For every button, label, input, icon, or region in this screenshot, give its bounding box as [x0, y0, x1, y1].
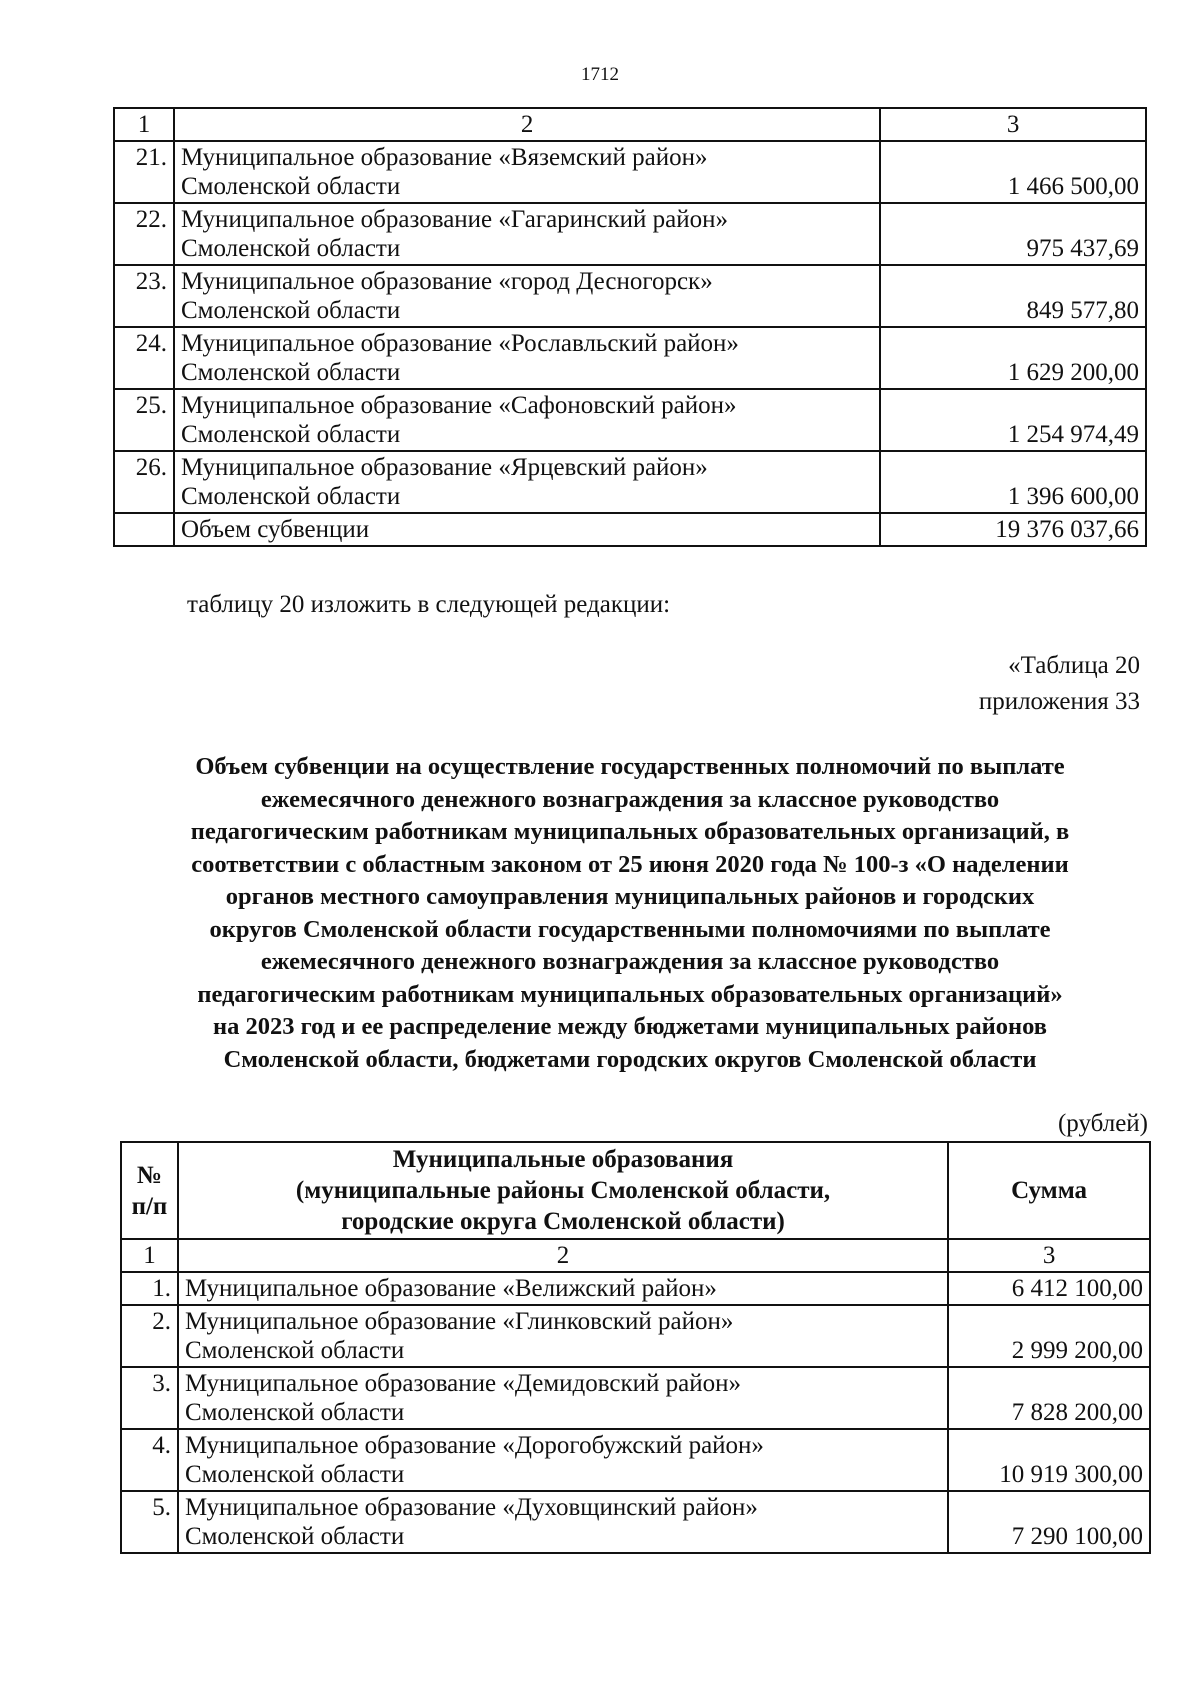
heading-line: соответствии с областным законом от 25 июня 2020 года № 100-з «О наделении	[191, 850, 1069, 878]
row-number: 26.	[114, 451, 174, 513]
column-header-sum: Сумма	[948, 1142, 1150, 1239]
municipality-line: Смоленской области	[180, 421, 401, 448]
municipality-line: Смоленской области	[184, 1461, 405, 1488]
row-number: 3.	[121, 1367, 178, 1429]
amount: 1 466 500,00	[880, 141, 1146, 203]
municipality-line: Муниципальное образование «Дорогобужский район»	[184, 1432, 764, 1459]
heading-line: Смоленской области, бюджетами городских округов Смоленской области	[223, 1045, 1037, 1073]
empty-cell	[114, 513, 174, 546]
municipality-name	[174, 451, 880, 513]
heading-line: органов местного самоуправления муниципальных районов и городских	[225, 883, 1035, 910]
heading-line: ежемесячного денежного вознаграждения за классное руководство	[260, 948, 1000, 975]
heading-line: Объем субвенции на осуществление государственных полномочий по выплате	[195, 753, 1065, 780]
row-number: 22.	[114, 203, 174, 265]
total-amount: 19 376 037,66	[880, 513, 1146, 546]
header-line: (муниципальные районы Смоленской области,	[295, 1177, 831, 1204]
amount: 975 437,69	[880, 203, 1146, 265]
row-number: 4.	[121, 1429, 178, 1491]
table-row	[114, 327, 1146, 389]
heading-line: педагогическим работникам муниципальных образовательных организаций»	[197, 980, 1063, 1008]
amount: 849 577,80	[880, 265, 1146, 327]
table-row	[114, 141, 1146, 203]
municipality-name	[178, 1429, 948, 1491]
intro-text: таблицу 20 изложить в следующей редакции:	[187, 591, 671, 618]
heading-line: округов Смоленской области государственными полномочиями по выплате	[209, 915, 1051, 943]
amount: 7 290 100,00	[948, 1491, 1150, 1553]
row-number: 5.	[121, 1491, 178, 1553]
heading-line: педагогическим работникам муниципальных образовательных организаций, в	[190, 818, 1070, 845]
amount: 6 412 100,00	[948, 1272, 1150, 1305]
row-number: 1.	[121, 1272, 178, 1305]
municipality-name	[178, 1491, 948, 1553]
subvention-table-20	[120, 1141, 1151, 1554]
municipality-line: Муниципальное образование «Глинковский район»	[184, 1308, 734, 1335]
municipality-line: Смоленской области	[180, 297, 401, 324]
heading-line: ежемесячного денежного вознаграждения за классное руководство	[260, 785, 1000, 813]
municipality-line: Смоленской области	[184, 1337, 405, 1364]
amount: 1 254 974,49	[880, 389, 1146, 451]
row-number: 24.	[114, 327, 174, 389]
table-caption	[979, 648, 1140, 720]
column-index: 1	[121, 1239, 178, 1272]
column-index: 3	[948, 1239, 1150, 1272]
municipality-name	[174, 203, 880, 265]
municipality-line: Муниципальное образование «Гагаринский район»	[180, 206, 729, 233]
table-row	[121, 1272, 1150, 1305]
municipality-name	[174, 141, 880, 203]
municipality-line: Муниципальное образование «Духовщинский район»	[184, 1494, 758, 1521]
header-line: №	[136, 1161, 163, 1189]
column-header-number	[121, 1142, 178, 1239]
table-row	[114, 451, 1146, 513]
table-row	[121, 1367, 1150, 1429]
amount: 2 999 200,00	[948, 1305, 1150, 1367]
municipality-line: Муниципальное образование «Сафоновский район»	[180, 392, 737, 419]
municipality-name	[178, 1367, 948, 1429]
subvention-table-continued	[113, 107, 1147, 547]
total-label: Объем субвенции	[174, 513, 880, 546]
header-row	[121, 1142, 1150, 1239]
row-number: 2.	[121, 1305, 178, 1367]
column-index-row	[121, 1239, 1150, 1272]
municipality-line: Муниципальное образование «Рославльский район»	[180, 330, 739, 357]
municipality-name	[178, 1305, 948, 1367]
municipality-name: Муниципальное образование «Велижский район»	[178, 1272, 948, 1305]
municipality-line: Смоленской области	[180, 483, 401, 510]
municipality-line: Муниципальное образование «город Десногорск»	[180, 268, 713, 295]
page-number: 1712	[581, 64, 619, 85]
column-index-row	[114, 108, 1146, 141]
table-row	[114, 389, 1146, 451]
column-index: 2	[178, 1239, 948, 1272]
table-row	[114, 203, 1146, 265]
municipality-line: Муниципальное образование «Демидовский район»	[184, 1370, 742, 1397]
column-index: 2	[174, 108, 880, 141]
units-label: (рублей)	[1057, 1110, 1148, 1137]
table-row	[121, 1491, 1150, 1553]
municipality-line: Смоленской области	[180, 173, 401, 200]
column-index: 3	[880, 108, 1146, 141]
header-line: п/п	[131, 1192, 168, 1220]
municipality-line: Муниципальное образование «Ярцевский район»	[180, 454, 708, 481]
municipality-name	[174, 265, 880, 327]
row-number: 21.	[114, 141, 174, 203]
column-index: 1	[114, 108, 174, 141]
amount: 10 919 300,00	[948, 1429, 1150, 1491]
header-line: городские округа Смоленской области)	[341, 1208, 785, 1235]
table-row	[121, 1305, 1150, 1367]
municipality-line: Смоленской области	[180, 359, 401, 386]
municipality-name	[174, 389, 880, 451]
row-number: 23.	[114, 265, 174, 327]
document-heading	[110, 751, 1150, 1076]
municipality-name	[174, 327, 880, 389]
table-row	[114, 265, 1146, 327]
table-row	[121, 1429, 1150, 1491]
amount: 1 629 200,00	[880, 327, 1146, 389]
municipality-line: Смоленской области	[180, 235, 401, 262]
amount: 7 828 200,00	[948, 1367, 1150, 1429]
column-header-municipality	[178, 1142, 948, 1239]
heading-line: на 2023 год и ее распределение между бюджетами муниципальных районов	[213, 1013, 1047, 1040]
caption-line: приложения 33	[978, 688, 1140, 715]
municipality-line: Смоленской области	[184, 1523, 405, 1550]
caption-line: «Таблица 20	[1008, 652, 1140, 679]
municipality-line: Смоленской области	[184, 1399, 405, 1426]
header-line: Муниципальные образования	[392, 1146, 734, 1173]
amount: 1 396 600,00	[880, 451, 1146, 513]
total-row	[114, 513, 1146, 546]
municipality-line: Муниципальное образование «Вяземский район»	[180, 144, 708, 171]
row-number: 25.	[114, 389, 174, 451]
